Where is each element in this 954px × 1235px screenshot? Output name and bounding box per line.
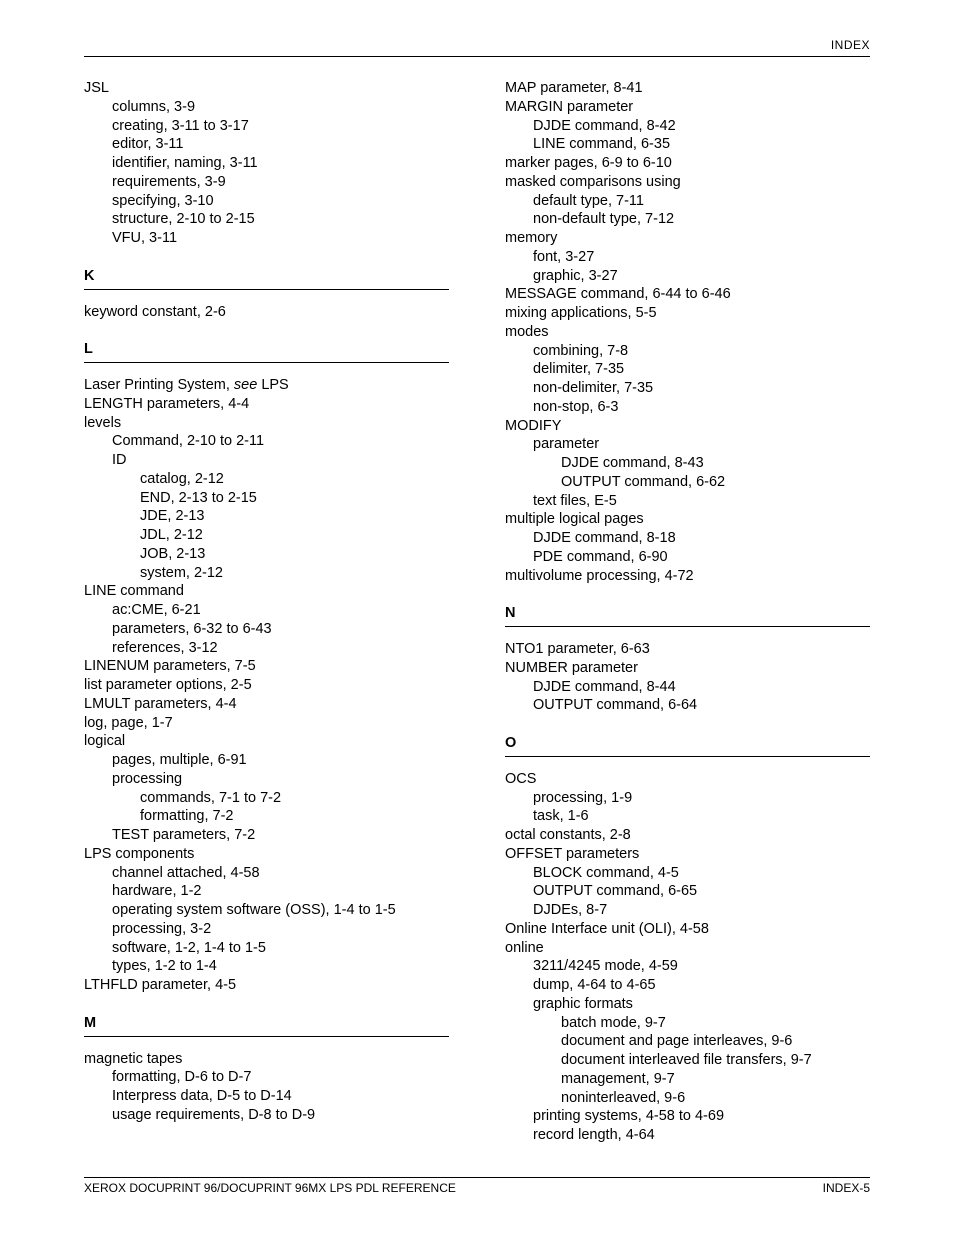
index-entry: LINE command, 6-35 xyxy=(533,136,671,153)
index-section-heading: M xyxy=(84,1014,449,1037)
index-entry: octal constants, 2-8 xyxy=(505,827,631,843)
index-entry: MAP parameter, 8-41 xyxy=(505,80,643,96)
index-entry: document interleaved file transfers, 9-7 xyxy=(561,1052,812,1068)
index-entry: Command, 2-10 to 2-11 xyxy=(112,433,265,450)
index-entry: DJDE command, 8-44 xyxy=(533,678,676,695)
index-section-heading: N xyxy=(505,604,870,627)
index-entry: delimiter, 7-35 xyxy=(533,361,625,378)
index-entry: OUTPUT command, 6-64 xyxy=(533,697,698,714)
index-entry-text: Laser Printing System, xyxy=(84,377,234,393)
index-section-heading: K xyxy=(84,267,449,290)
footer-rule xyxy=(84,1177,870,1178)
index-entry: OUTPUT command, 6-62 xyxy=(561,473,726,490)
index-entry: LENGTH parameters, 4-4 xyxy=(84,395,250,412)
index-entry: logical xyxy=(84,733,126,750)
index-entry: masked comparisons using xyxy=(505,173,681,190)
header-rule xyxy=(84,56,870,57)
index-entry: ID xyxy=(112,452,127,468)
index-entry xyxy=(84,376,449,395)
index-entry: keyword constant, 2-6 xyxy=(84,303,226,320)
index-entry: management, 9-7 xyxy=(561,1070,675,1087)
index-entry: OFFSET parameters xyxy=(505,845,640,862)
index-entry: pages, multiple, 6-91 xyxy=(112,752,247,768)
index-entry: DJDE command, 8-43 xyxy=(561,455,704,471)
index-entry: JDL, 2-12 xyxy=(140,527,203,543)
index-entry: memory xyxy=(505,230,558,246)
index-entry: requirements, 3-9 xyxy=(112,173,226,190)
index-entry: PDE command, 6-90 xyxy=(533,548,668,565)
footer-title: XEROX DOCUPRINT 96/DOCUPRINT 96MX LPS PDL REFERENCE xyxy=(84,1181,456,1195)
index-entry: NUMBER parameter xyxy=(505,659,638,676)
index-entry: modes xyxy=(505,323,549,340)
index-entry: hardware, 1-2 xyxy=(112,883,202,900)
index-column-right xyxy=(505,79,870,1145)
index-entry: LINENUM parameters, 7-5 xyxy=(84,658,256,675)
index-entry: formatting, 7-2 xyxy=(140,808,234,825)
index-entry: VFU, 3-11 xyxy=(112,230,178,246)
index-entry: OUTPUT command, 6-65 xyxy=(533,883,698,900)
index-entry: DJDE command, 8-18 xyxy=(533,530,676,546)
index-entry: TEST parameters, 7-2 xyxy=(112,827,256,843)
index-entry: processing xyxy=(112,770,183,787)
index-entry: marker pages, 6-9 to 6-10 xyxy=(505,155,672,171)
index-entry: usage requirements, D-8 to D-9 xyxy=(112,1106,316,1123)
index-entry: log, page, 1-7 xyxy=(84,714,173,731)
index-entry: DJDEs, 8-7 xyxy=(533,902,608,918)
index-entry: references, 3-12 xyxy=(112,639,218,656)
index-entry: list parameter options, 2-5 xyxy=(84,677,252,693)
index-entry: text files, E-5 xyxy=(533,492,617,509)
index-entry: graphic, 3-27 xyxy=(533,267,618,284)
index-entry: processing, 3-2 xyxy=(112,920,212,937)
index-entry: MODIFY xyxy=(505,417,562,434)
index-entry: multiple logical pages xyxy=(505,511,644,528)
index-entry: non-default type, 7-12 xyxy=(533,211,675,228)
index-entry: processing, 1-9 xyxy=(533,789,633,806)
index-entry: combining, 7-8 xyxy=(533,342,629,359)
footer-page-number: INDEX-5 xyxy=(822,1181,870,1195)
index-entry: END, 2-13 to 2-15 xyxy=(140,489,257,506)
index-entry: parameter xyxy=(533,436,600,453)
index-entry: operating system software (OSS), 1-4 to 1-5 xyxy=(112,902,396,918)
index-entry: graphic formats xyxy=(533,995,633,1012)
index-entry: multivolume processing, 4-72 xyxy=(505,567,694,584)
index-entry: font, 3-27 xyxy=(533,248,595,265)
index-entry: creating, 3-11 to 3-17 xyxy=(112,117,249,134)
index-entry: specifying, 3-10 xyxy=(112,192,214,209)
index-entry: Interpress data, D-5 to D-14 xyxy=(112,1088,292,1104)
index-entry: online xyxy=(505,939,544,956)
index-entry: dump, 4-64 to 4-65 xyxy=(533,977,656,993)
index-entry: JSL xyxy=(84,80,109,96)
index-entry: document and page interleaves, 9-6 xyxy=(561,1033,793,1050)
index-section-heading: O xyxy=(505,734,870,757)
index-entry: catalog, 2-12 xyxy=(140,470,224,487)
index-entry-target: LPS xyxy=(257,377,289,393)
index-entry: noninterleaved, 9-6 xyxy=(561,1089,686,1106)
index-entry: mixing applications, 5-5 xyxy=(505,305,657,321)
index-entry: software, 1-2, 1-4 to 1-5 xyxy=(112,939,266,956)
index-entry: columns, 3-9 xyxy=(112,98,196,115)
index-entry: editor, 3-11 xyxy=(112,136,184,153)
index-entry: non-stop, 6-3 xyxy=(533,398,619,415)
index-entry: record length, 4-64 xyxy=(533,1127,655,1143)
index-entry: ac:CME, 6-21 xyxy=(112,602,201,618)
index-entry: structure, 2-10 to 2-15 xyxy=(112,211,255,228)
index-column-left xyxy=(84,79,449,1125)
index-entry: default type, 7-11 xyxy=(533,192,644,209)
index-entry: Online Interface unit (OLI), 4-58 xyxy=(505,920,709,937)
index-entry: batch mode, 9-7 xyxy=(561,1014,666,1031)
index-entry: JOB, 2-13 xyxy=(140,545,206,562)
index-entry: types, 1-2 to 1-4 xyxy=(112,958,217,975)
index-entry: identifier, naming, 3-11 xyxy=(112,155,258,171)
index-entry: MESSAGE command, 6-44 to 6-46 xyxy=(505,286,731,303)
index-section-heading: L xyxy=(84,340,449,363)
index-entry: commands, 7-1 to 7-2 xyxy=(140,789,282,806)
index-entry: magnetic tapes xyxy=(84,1050,183,1067)
index-entry: printing systems, 4-58 to 4-69 xyxy=(533,1108,725,1125)
index-entry: levels xyxy=(84,414,122,431)
index-entry: parameters, 6-32 to 6-43 xyxy=(112,620,272,637)
running-head: INDEX xyxy=(830,38,870,52)
index-entry: formatting, D-6 to D-7 xyxy=(112,1069,252,1086)
index-see-reference: see xyxy=(233,377,258,393)
index-entry: NTO1 parameter, 6-63 xyxy=(505,641,650,657)
index-entry: LPS components xyxy=(84,845,195,862)
index-entry: 3211/4245 mode, 4-59 xyxy=(533,958,678,975)
index-entry: task, 1-6 xyxy=(533,808,589,825)
index-entry: LMULT parameters, 4-4 xyxy=(84,695,237,712)
index-entry: system, 2-12 xyxy=(140,564,223,581)
index-entry: JDE, 2-13 xyxy=(140,508,205,525)
index-entry: DJDE command, 8-42 xyxy=(533,117,676,134)
index-entry: OCS xyxy=(505,770,537,787)
index-entry: channel attached, 4-58 xyxy=(112,864,260,881)
index-entry: LTHFLD parameter, 4-5 xyxy=(84,977,237,993)
index-entry: LINE command xyxy=(84,583,184,600)
index-entry: non-delimiter, 7-35 xyxy=(533,380,654,396)
index-entry: BLOCK command, 4-5 xyxy=(533,864,679,881)
index-entry: MARGIN parameter xyxy=(505,98,634,115)
